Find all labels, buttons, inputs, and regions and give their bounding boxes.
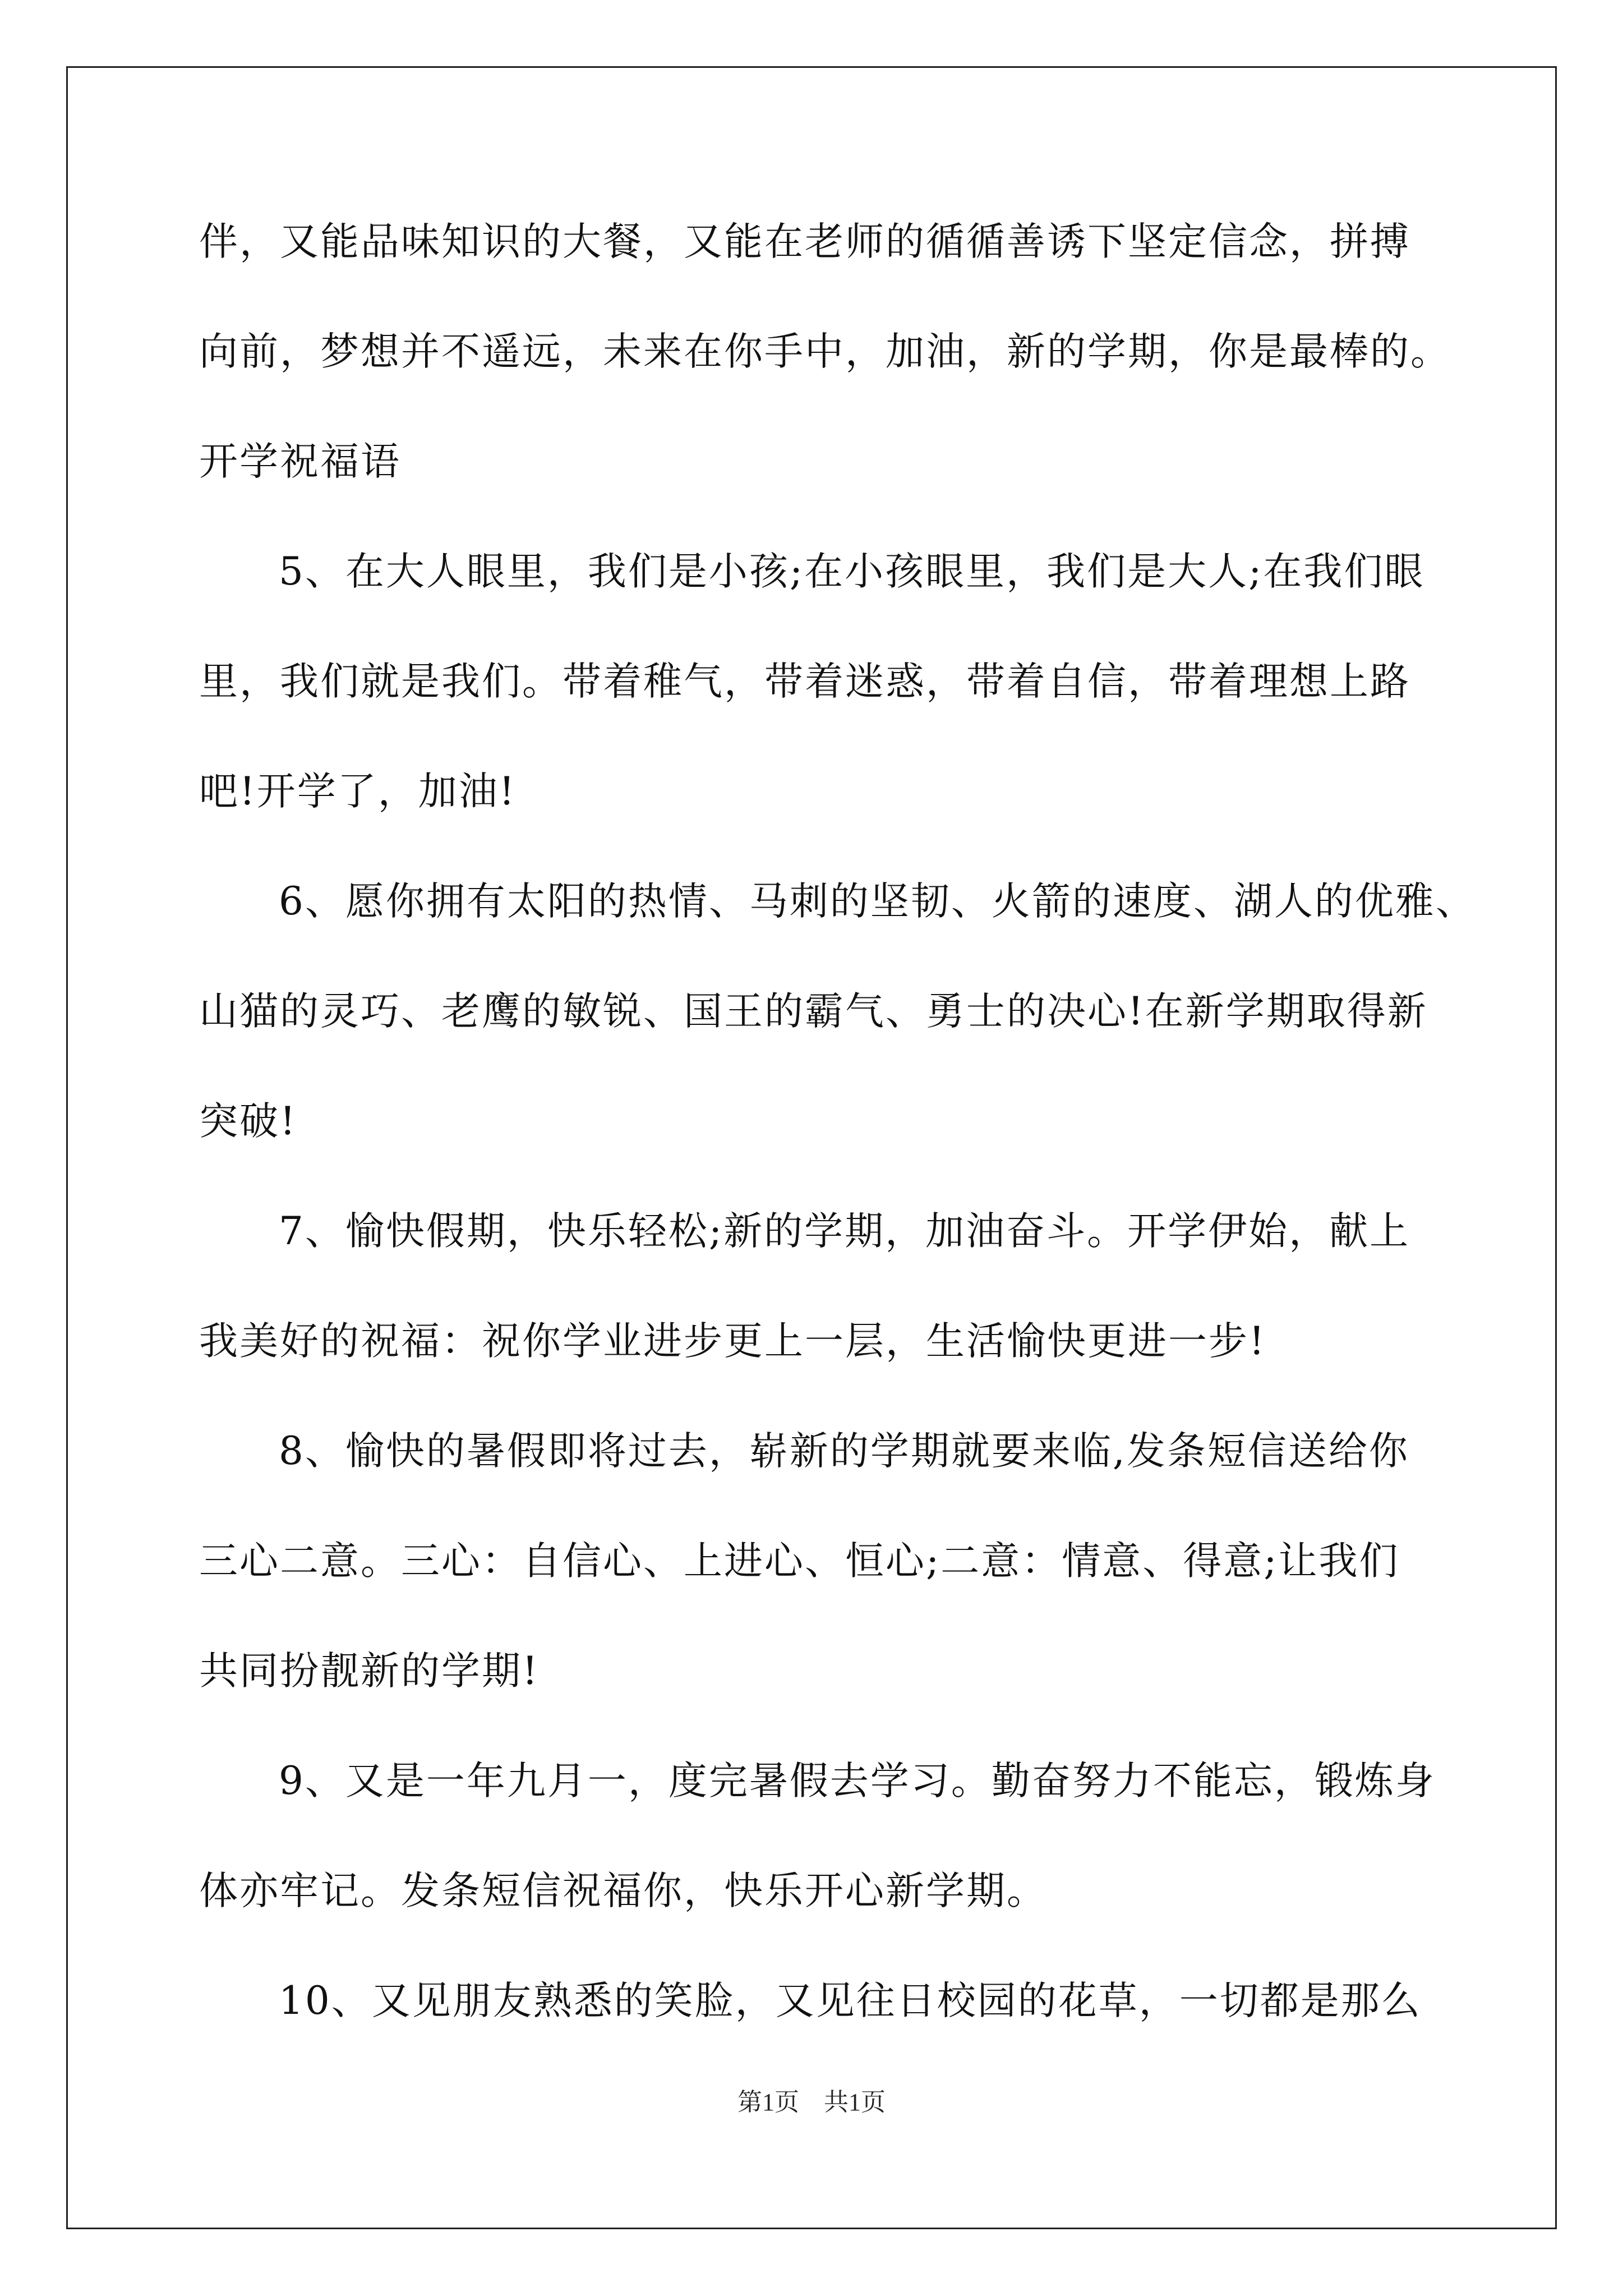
text-line: 三心二意。三心：自信心、上进心、恒心;二意：情意、得意;让我们 [199, 1539, 1400, 1584]
text-line: 体亦牢记。发条短信祝福你，快乐开心新学期。 [199, 1869, 1047, 1913]
text-line: 9、又是一年九月一，度完暑假去学习。勤奋努力不能忘，锻炼身 [279, 1759, 1436, 1803]
page-footer [0, 2086, 1623, 2119]
text-line: 向前，梦想并不遥远，未来在你手中，加油，新的学期，你是最棒的。 [199, 329, 1451, 374]
section-heading: 开学祝福语 [199, 439, 401, 484]
document-body [199, 216, 1476, 2085]
text-line: 6、愿你拥有太阳的热情、马刺的坚韧、火箭的速度、湖人的优雅、 [279, 879, 1476, 924]
text-line: 7、愉快假期，快乐轻松;新的学期，加油奋斗。开学伊始，献上 [279, 1209, 1410, 1254]
text-line: 突破! [199, 1099, 297, 1144]
text-line: 伴，又能品味知识的大餐，又能在老师的循循善诱下坚定信念，拼搏 [199, 219, 1410, 264]
text-line: 8、愉快的暑假即将过去，崭新的学期就要来临,发条短信送给你 [279, 1429, 1409, 1474]
text-line: 共同扮靓新的学期! [199, 1649, 540, 1694]
text-line: 吧!开学了，加油! [199, 769, 517, 814]
text-line: 10、又见朋友熟悉的笑脸，又见往日校园的花草，一切都是那么 [279, 1978, 1422, 2023]
text-line: 5、在大人眼里，我们是小孩;在小孩眼里，我们是大人;在我们眼 [279, 549, 1425, 594]
text-line: 里，我们就是我们。带着稚气，带着迷惑，带着自信，带着理想上路 [199, 659, 1410, 704]
text-line: 山猫的灵巧、老鹰的敏锐、国王的霸气、勇士的决心!在新学期取得新 [199, 989, 1428, 1034]
text-line: 我美好的祝福：祝你学业进步更上一层，生活愉快更进一步! [199, 1319, 1266, 1364]
page-number: 第1页 共1页 [737, 2088, 886, 2116]
